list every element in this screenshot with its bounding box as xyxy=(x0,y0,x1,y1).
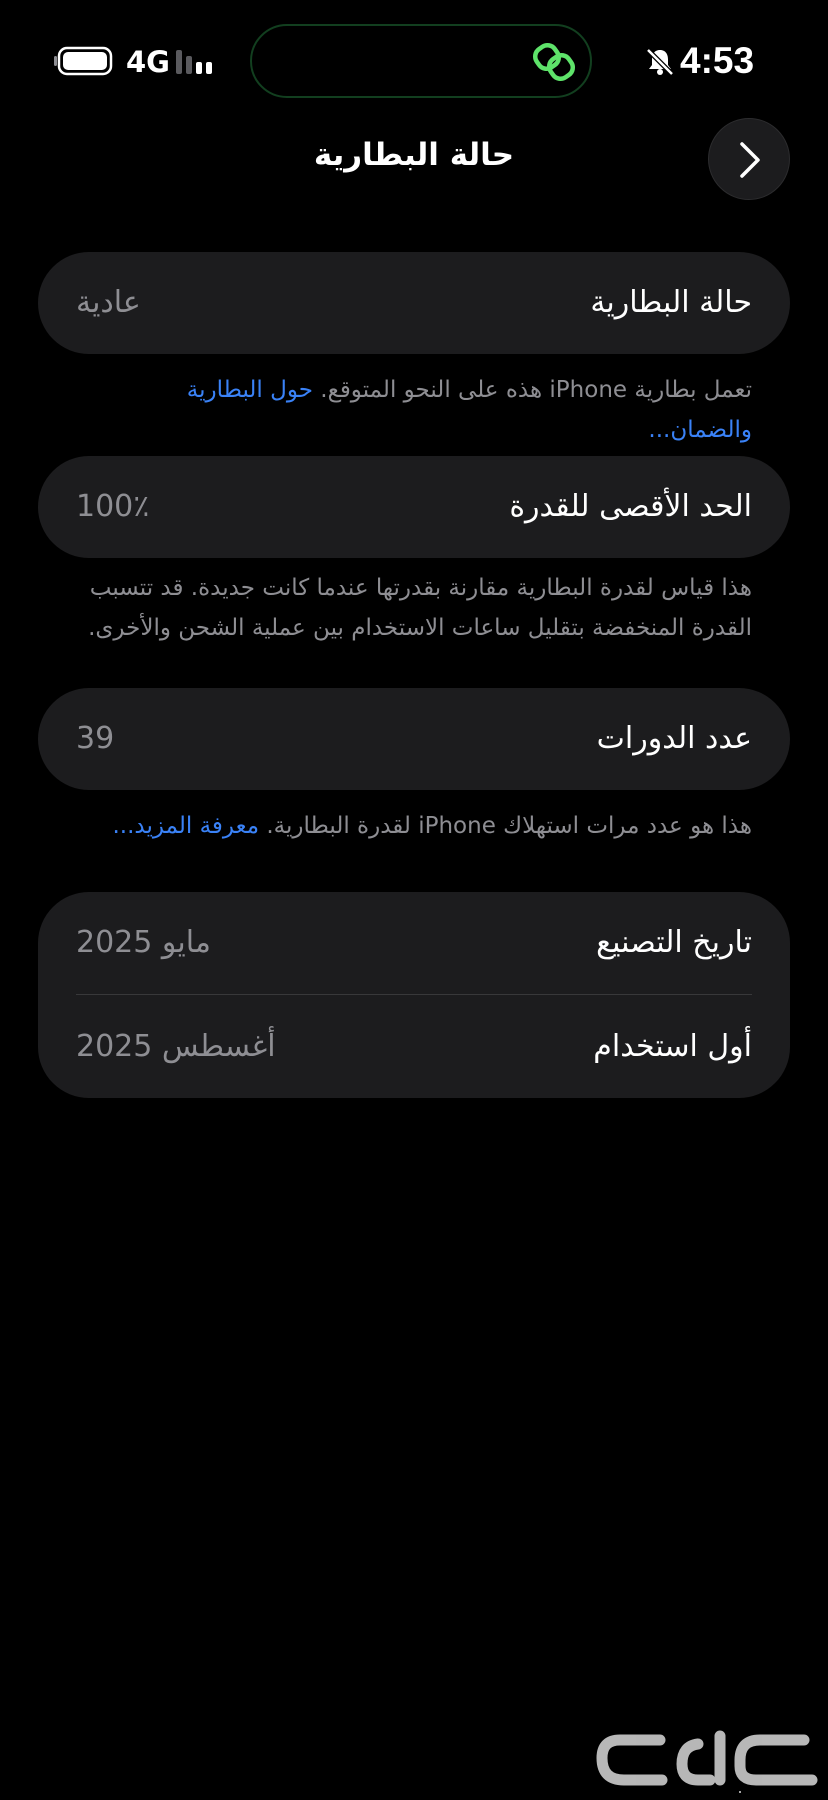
manufacture-date-row xyxy=(38,892,790,994)
battery-health-label: حالة البطارية xyxy=(590,285,752,320)
link-icon xyxy=(532,40,576,84)
battery-warranty-link[interactable]: حول البطارية والضمان... xyxy=(186,377,752,443)
haraj-watermark-logo xyxy=(590,1722,820,1794)
back-button[interactable] xyxy=(708,118,790,200)
first-use-value: أغسطس 2025 xyxy=(76,1029,276,1064)
first-use-row xyxy=(38,996,790,1098)
network-type-label: 4G xyxy=(126,45,170,79)
dates-card xyxy=(38,892,790,1098)
first-use-label: أول استخدام xyxy=(593,1029,752,1064)
manufacture-date-label: تاريخ التصنيع xyxy=(596,925,752,960)
cycle-count-value: 39 xyxy=(76,721,115,756)
cycle-count-card xyxy=(38,688,790,790)
max-capacity-footnote: هذا قياس لقدرة البطارية مقارنة بقدرتها عندما كانت جديدة. قد تتسبب القدرة المنخفضة بتقليل ساعات الاستخدام بين عملية الشحن والأخرى. xyxy=(88,575,752,641)
silent-icon xyxy=(644,46,676,78)
battery-health-row[interactable] xyxy=(38,252,790,354)
battery-health-value: عادية xyxy=(76,285,141,320)
battery-icon xyxy=(54,46,114,76)
manufacture-date-value: مايو 2025 xyxy=(76,925,211,960)
status-bar xyxy=(0,0,828,120)
dynamic-island[interactable] xyxy=(250,24,592,98)
chevron-right-icon xyxy=(732,140,768,180)
learn-more-link[interactable]: معرفة المزيد... xyxy=(112,813,260,839)
cycle-count-footnote xyxy=(80,806,752,846)
battery-health-footnote xyxy=(80,370,752,450)
signal-icon xyxy=(176,48,220,76)
battery-health-footnote-text: تعمل بطارية iPhone هذه على النحو المتوقع. xyxy=(312,377,752,403)
row-divider xyxy=(76,994,752,995)
battery-health-card xyxy=(38,252,790,354)
max-capacity-value: 100٪ xyxy=(76,489,150,524)
cycle-count-label: عدد الدورات xyxy=(596,721,752,756)
page-title: حالة البطارية xyxy=(313,137,515,173)
max-capacity-label: الحد الأقصى للقدرة xyxy=(509,489,752,524)
max-capacity-card xyxy=(38,456,790,558)
cycle-count-row xyxy=(38,688,790,790)
clock: 4:53 xyxy=(680,40,755,81)
max-capacity-row xyxy=(38,456,790,558)
cycle-count-footnote-text: هذا هو عدد مرات استهلاك iPhone لقدرة البطارية. xyxy=(259,813,752,839)
